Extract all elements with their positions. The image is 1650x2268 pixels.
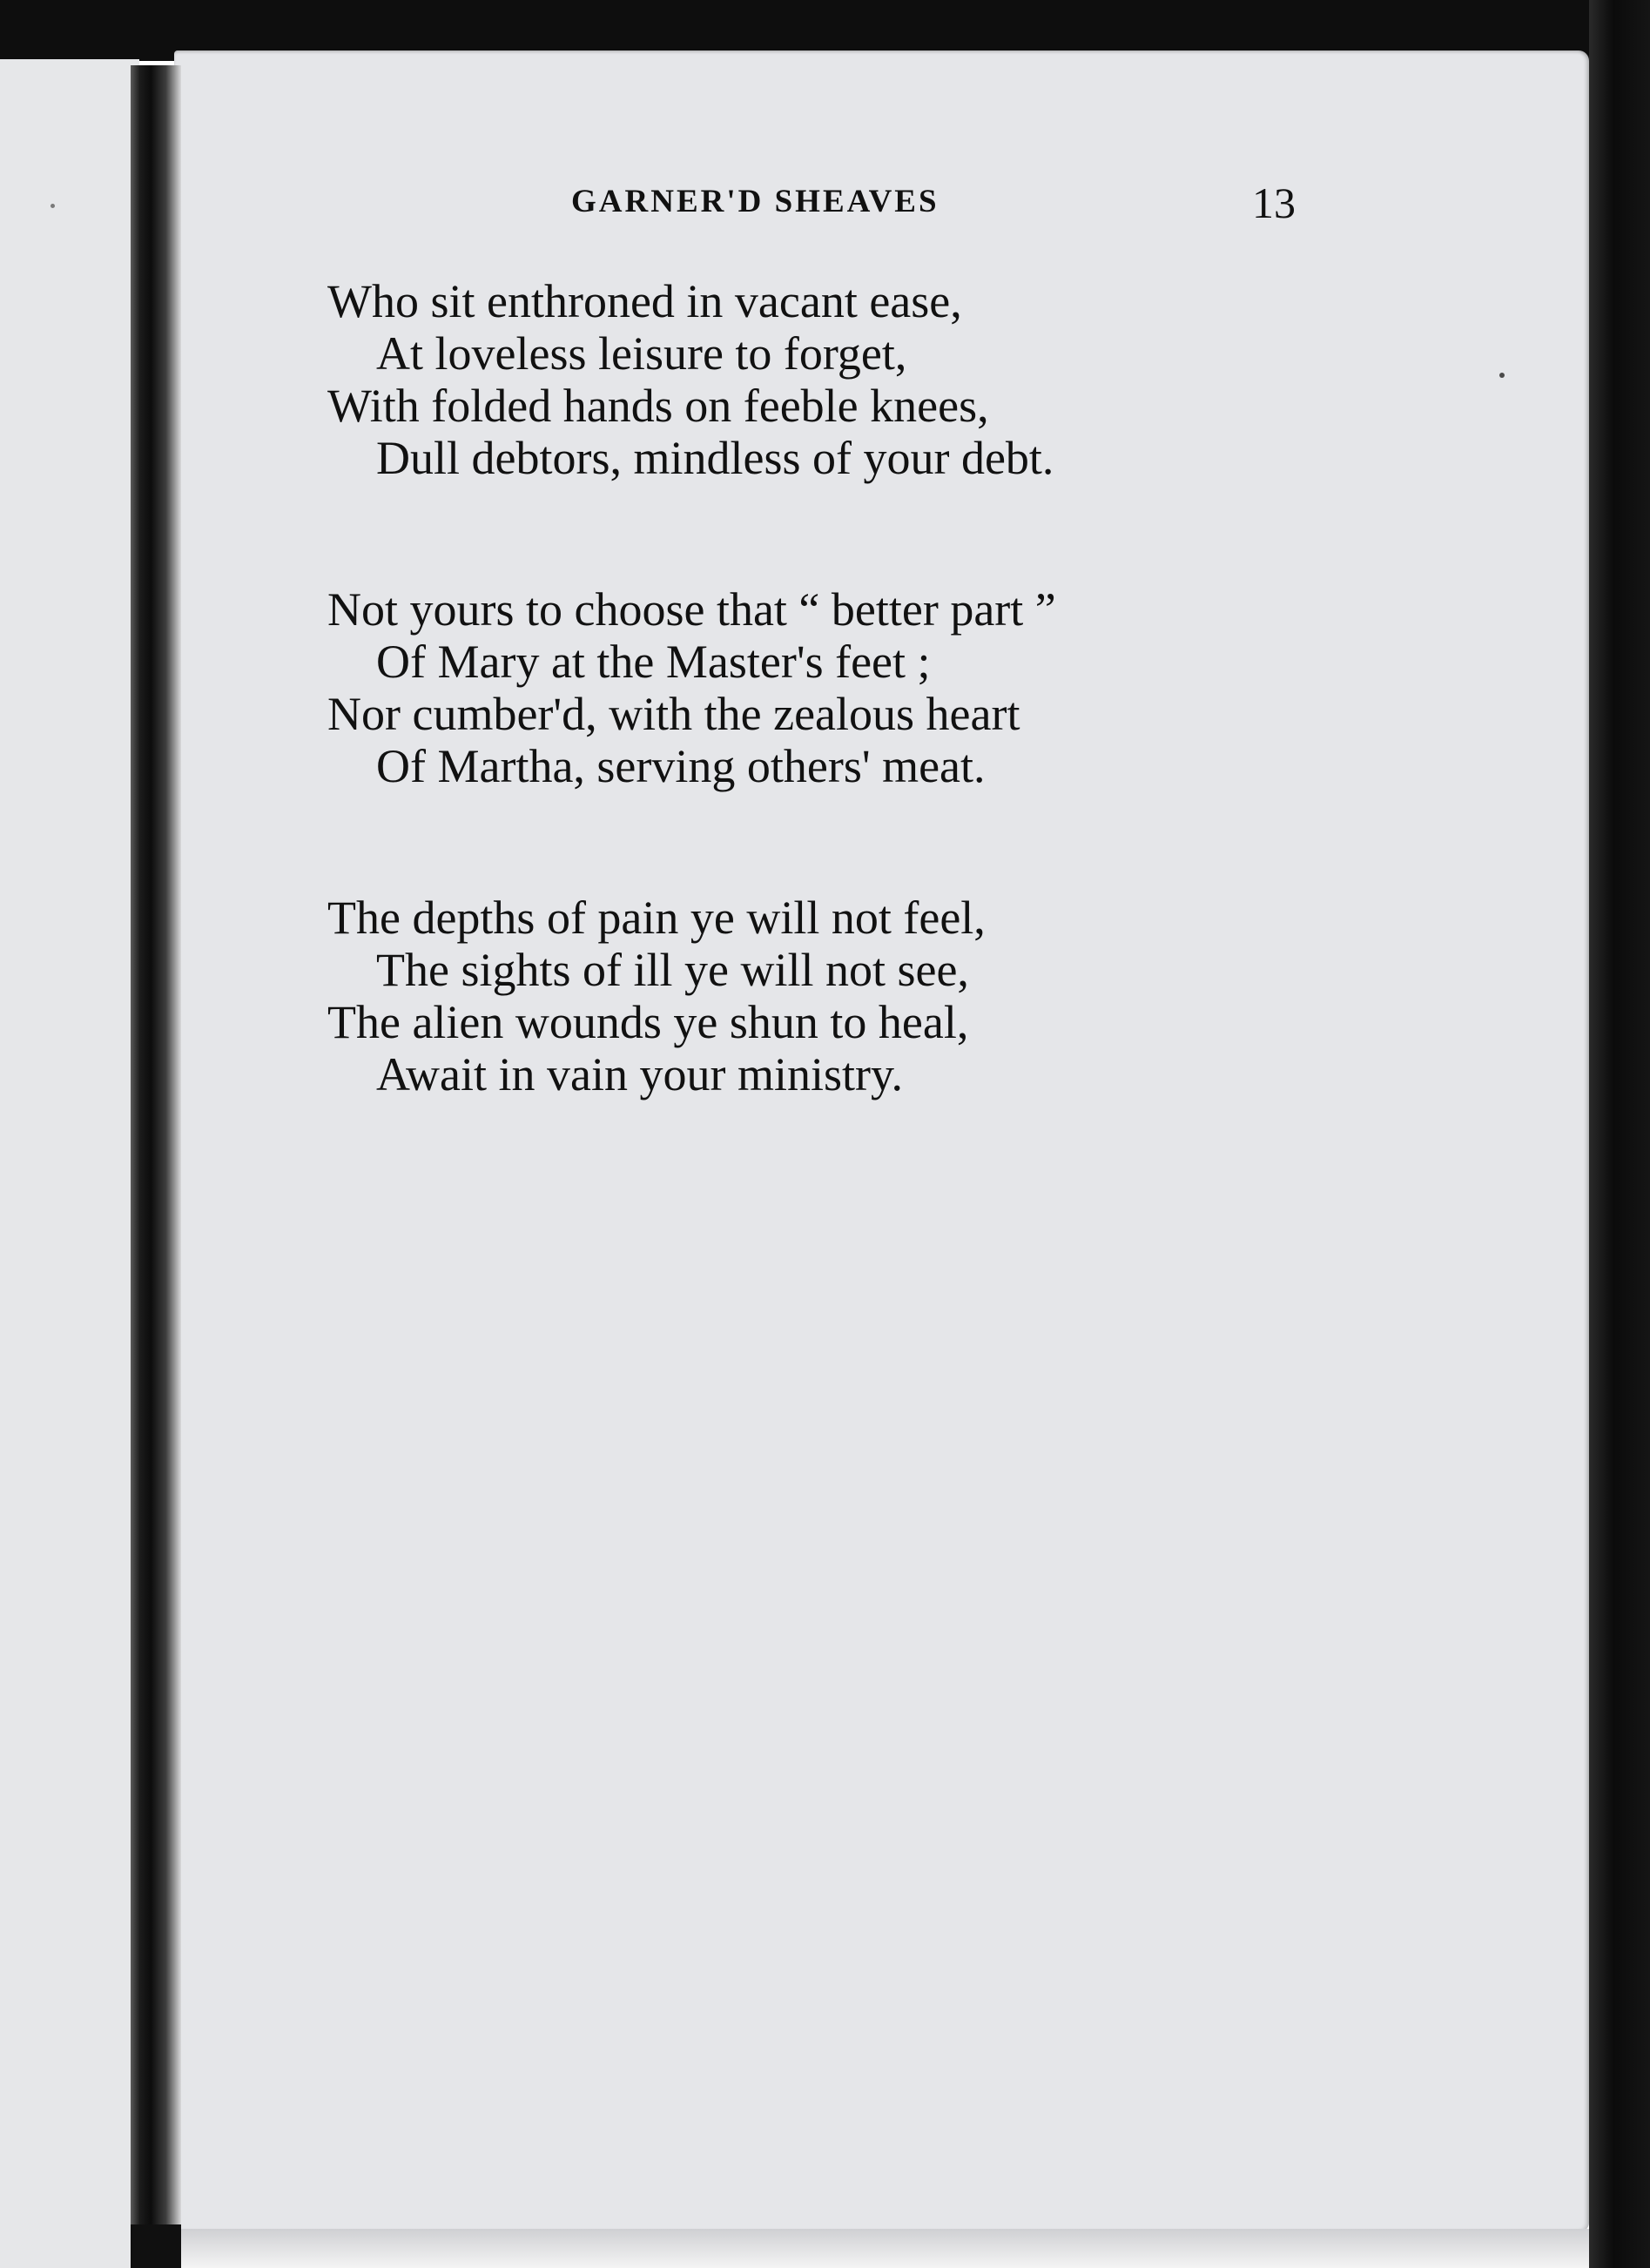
poem-line-indented: At loveless leisure to forget, (376, 327, 907, 380)
running-title: GARNER'D SHEAVES (571, 184, 939, 219)
poem-line: Who sit enthroned in vacant ease, (327, 275, 962, 327)
page-bottom-margin (174, 2229, 1589, 2268)
book-gutter-shadow (131, 65, 181, 2238)
poem-line-indented: Await in vain your ministry. (376, 1048, 903, 1100)
scanner-backdrop-right (1589, 0, 1650, 2268)
poem-body (327, 275, 1372, 1100)
facing-page-edge (0, 59, 139, 2268)
poem-line-indented: The sights of ill ye will not see, (376, 944, 969, 996)
page-speck (1499, 373, 1505, 378)
stanza-2 (327, 583, 1372, 792)
poem-line: With folded hands on feeble knees, (327, 380, 989, 432)
facing-page-speck (51, 204, 55, 208)
poem-line-indented: Of Martha, serving others' meat. (376, 740, 986, 792)
poem-line-indented: Of Mary at the Master's feet ; (376, 636, 931, 688)
poem-line-indented: Dull debtors, mindless of your debt. (376, 432, 1054, 484)
stanza-1 (327, 275, 1372, 484)
poem-line: The alien wounds ye shun to heal, (327, 996, 969, 1048)
poem-line: The depths of pain ye will not feel, (327, 892, 986, 944)
poem-line: Not yours to choose that “ better part ” (327, 583, 1056, 636)
page-number: 13 (1252, 178, 1296, 227)
poem-line: Nor cumber'd, with the zealous heart (327, 688, 1020, 740)
stanza-3 (327, 892, 1372, 1100)
book-gutter-bottom (131, 2224, 181, 2268)
